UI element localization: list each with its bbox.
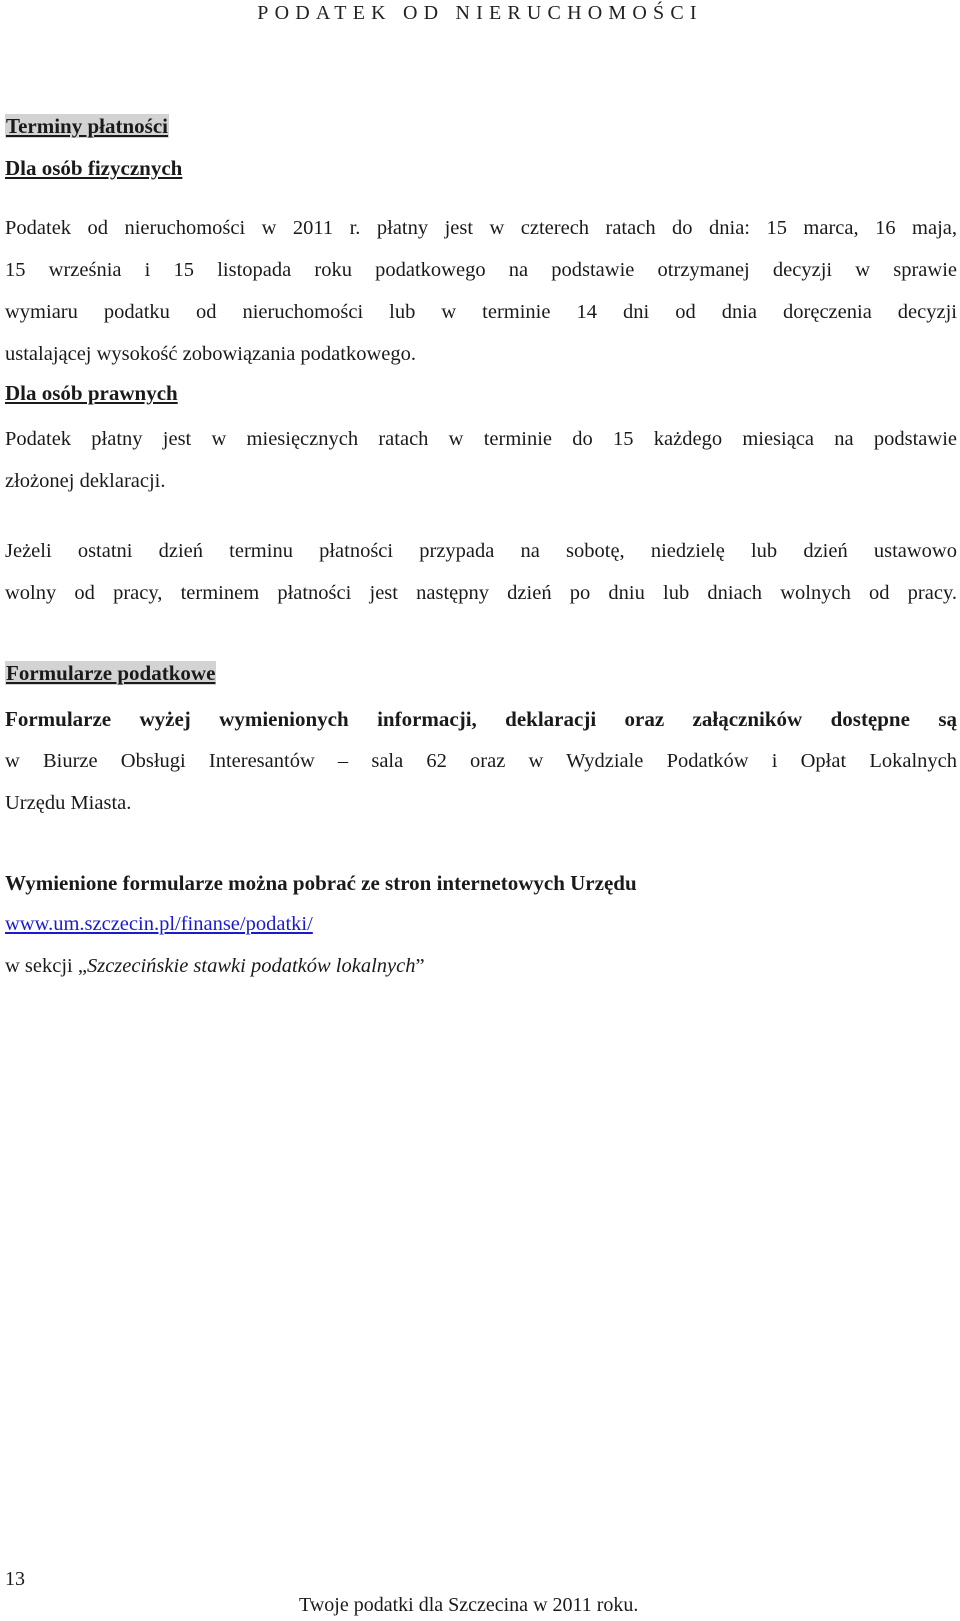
section-title-forms bbox=[5, 661, 216, 686]
forms-paragraph bbox=[5, 698, 957, 824]
section-reference bbox=[5, 955, 425, 978]
individuals-line-4: ustalającej wysokość zobowiązania podatkowego. bbox=[5, 343, 417, 365]
footer-text: Twoje podatki dla Szczecina w 2011 roku. bbox=[299, 1594, 639, 1616]
forms-line-2: w Biurze Obsługi Interesantów – sala 62 oraz w Wydziale Podatków i Opłat Lokalnych bbox=[5, 750, 957, 772]
individuals-heading: Dla osób fizycznych bbox=[5, 156, 183, 180]
section-reference-prefix: w sekcji „ bbox=[5, 955, 87, 977]
subheading-legal-entities bbox=[5, 381, 178, 406]
legal-entities-line-2: złożonej deklaracji. bbox=[5, 470, 166, 492]
individuals-line-1: Podatek od nieruchomości w 2011 r. płatny jest w czterech ratach do dnia: 15 marca, 16 maja, bbox=[5, 217, 957, 239]
individuals-paragraph bbox=[5, 207, 957, 375]
payment-terms-heading: Terminy płatności bbox=[6, 114, 168, 138]
download-heading: Wymienione formularze można pobrać ze stron internetowych Urzędu bbox=[5, 871, 637, 895]
subheading-individuals bbox=[5, 156, 182, 181]
running-header: PODATEK OD NIERUCHOMOŚCI bbox=[257, 2, 703, 24]
individuals-line-3: wymiaru podatku od nieruchomości lub w terminie 14 dni od dnia doręczenia decyzji bbox=[5, 301, 957, 323]
legal-entities-paragraph bbox=[5, 418, 957, 502]
page-number: 13 bbox=[5, 1568, 25, 1590]
holiday-note-line-2: wolny od pracy, terminem płatności jest następny dzień po dniu lub dniach wolnych od pracy. bbox=[5, 582, 957, 604]
section-reference-name: Szczecińskie stawki podatków lokalnych bbox=[86, 955, 416, 977]
forms-heading: Formularze podatkowe bbox=[6, 661, 216, 685]
holiday-note-paragraph bbox=[5, 530, 957, 614]
forms-url-row bbox=[5, 913, 313, 936]
section-reference-suffix: ” bbox=[415, 955, 425, 977]
legal-entities-line-1: Podatek płatny jest w miesięcznych ratach w terminie do 15 każdego miesiąca na podstawie bbox=[5, 428, 957, 450]
forms-line-3: Urzędu Miasta. bbox=[5, 792, 132, 814]
holiday-note-line-1: Jeżeli ostatni dzień terminu płatności przypada na sobotę, niedzielę lub dzień ustawowo bbox=[5, 540, 957, 562]
forms-line-1: Formularze wyżej wymienionych informacji, deklaracji oraz załączników dostępne są bbox=[5, 707, 957, 731]
individuals-line-2: 15 września i 15 listopada roku podatkowego na podstawie otrzymanej decyzji w sprawie bbox=[5, 259, 957, 281]
section-title-payment-terms bbox=[5, 114, 169, 139]
forms-url-link[interactable]: www.um.szczecin.pl/finanse/podatki/ bbox=[5, 913, 313, 935]
legal-entities-heading: Dla osób prawnych bbox=[5, 381, 178, 405]
